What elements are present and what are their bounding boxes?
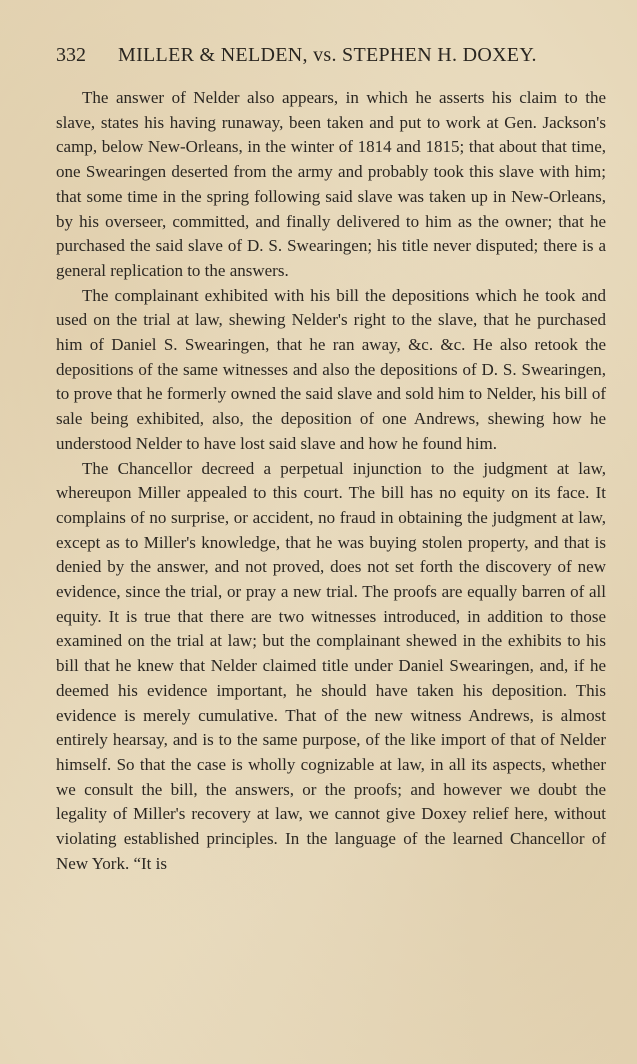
paragraph-complainant-exhibited: The complainant exhibited with his bill the depositions which he took and used on the trial at law, shewing Nelder's right to the slave, that he purchased him of Daniel S. Swearingen, that he ran away, &c. &c. He also retook the depositions of the same witnesses and also the depositions of D. S. Swearingen, to prove that he formerly owned the said slave and sold him to Nelder, his bill of sale being exhibited, also, the deposition of one Andrews, shewing how he understood Nelder to have lost said slave and how he found him. (56, 285, 606, 453)
body-text (56, 86, 606, 877)
paragraph-answer-of-nelder: The answer of Nelder also appears, in which he asserts his claim to the slave, states his having runaway, been taken and put to work at Gen. Jackson's camp, below New-Orleans, in the winter of 1814 and 1815; that about that time, one Swearingen deserted from the army and probably took this slave with him; that some time in the spring following said slave was taken up in New-Orleans, by his overseer, committed, and finally delivered to him as the owner; that he purchased the said slave of D. S. Swearingen; his title never disputed; there is a general replication to the answers. (56, 88, 606, 280)
page-header (56, 44, 612, 74)
page-number: 332 (56, 44, 86, 66)
paragraph-chancellor-decreed: The Chancellor decreed a perpetual injunction to the judgment at law, whereupon Miller appealed to this court. The bill has no equity on its face. It complains of no surprise, or accident, no fraud in obtaining the judgment at law, except as to Miller's knowledge, that he was buying stolen property, and that is denied by the answer, and not proved, does not set forth the discovery of new evidence, since the trial, or pray a new trial. The proofs are equally barren of all equity. It is true that there are two witnesses introduced, in addition to those examined on the trial at law; but the complainant shewed in the exhibits to his bill that he knew that Nelder claimed title under Daniel Swearingen, and, if he deemed his evidence important, he should have taken his deposition. This evidence is merely cumulative. That of the new witness Andrews, is almost entirely hearsay, and is to the same purpose, of the like import of that of Nelder himself. So that the case is wholly cognizable at law, in all its aspects, whether we consult the bill, the answers, or the proofs; and however we doubt the legality of Miller's recovery at law, we cannot give Doxey relief here, without violating established principles. In the language of the learned Chancellor of New York. “It is (56, 458, 606, 873)
running-head: MILLER & NELDEN, vs. STEPHEN H. DOXEY. (118, 44, 537, 66)
